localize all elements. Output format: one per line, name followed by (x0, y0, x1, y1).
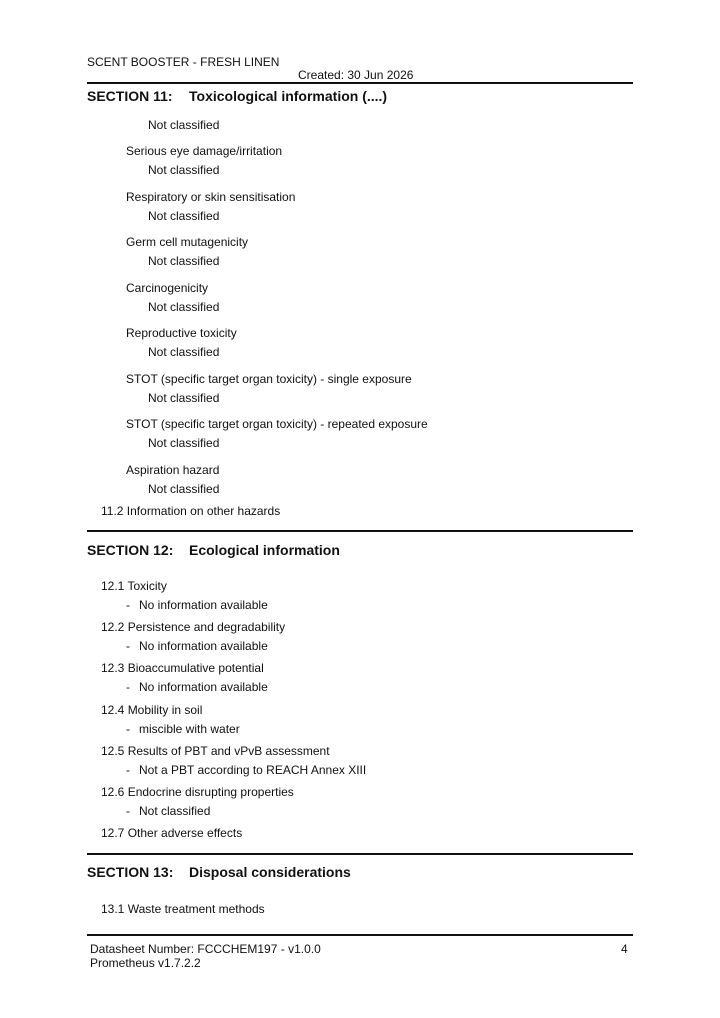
header-created-date: Created: 30 Jun 2026 (298, 68, 414, 82)
section-13-heading (87, 864, 351, 880)
tox-item-label: Serious eye damage/irritation (126, 144, 283, 158)
subsection-12-7-label: 12.7 Other adverse effects (101, 826, 243, 840)
tox-item-label: Germ cell mutagenicity (126, 235, 249, 249)
tox-item-value: Not classified (148, 436, 220, 450)
eco-bullet: - No information available (126, 598, 268, 612)
footer-software-version: Prometheus v1.7.2.2 (90, 956, 201, 970)
tox-item-label: Reproductive toxicity (126, 326, 237, 340)
tox-item-label: STOT (specific target organ toxicity) - repeated exposure (126, 417, 428, 431)
section-11-lead-value: Not classified (148, 118, 220, 132)
section-13-divider (87, 853, 633, 855)
eco-bullet-text: Not a PBT according to REACH Annex XIII (139, 763, 367, 777)
tox-item-value: Not classified (148, 300, 220, 314)
tox-item-value: Not classified (148, 391, 220, 405)
tox-item-label: Respiratory or skin sensitisation (126, 190, 296, 204)
section-13-title: Disposal considerations (189, 864, 351, 880)
tox-item-value: Not classified (148, 482, 220, 496)
section-13-number: SECTION 13: (87, 864, 174, 880)
section-12-heading (87, 542, 340, 558)
eco-subsection-label: 12.6 Endocrine disrupting properties (101, 785, 294, 799)
tox-item-value: Not classified (148, 254, 220, 268)
eco-bullet: - Not a PBT according to REACH Annex XIII (126, 763, 367, 777)
eco-subsection-label: 12.2 Persistence and degradability (101, 620, 286, 634)
header-product-name: SCENT BOOSTER - FRESH LINEN (87, 55, 280, 69)
section-11-title: Toxicological information (....) (189, 88, 388, 104)
eco-bullet: - Not classified (126, 804, 211, 818)
subsection-13-1-label: 13.1 Waste treatment methods (101, 902, 265, 916)
subsection-11-2-label: 11.2 Information on other hazards (101, 504, 281, 518)
eco-bullet-text: No information available (139, 680, 268, 694)
eco-bullet-text: Not classified (139, 804, 211, 818)
section-11-number: SECTION 11: (87, 88, 173, 104)
tox-item-value: Not classified (148, 209, 220, 223)
eco-bullet: - No information available (126, 639, 268, 653)
footer-datasheet-number: Datasheet Number: FCCCHEM197 - v1.0.0 (90, 942, 321, 956)
tox-item-label: Carcinogenicity (126, 281, 209, 295)
tox-item-value: Not classified (148, 345, 220, 359)
eco-subsection-label: 12.4 Mobility in soil (101, 703, 203, 717)
eco-bullet: - miscible with water (126, 722, 240, 736)
section-12-number: SECTION 12: (87, 542, 174, 558)
eco-subsection-label: 12.5 Results of PBT and vPvB assessment (101, 744, 330, 758)
section-11-heading (87, 88, 387, 104)
header-divider (87, 82, 633, 84)
section-12-title: Ecological information (189, 542, 340, 558)
eco-bullet: - No information available (126, 680, 268, 694)
tox-item-label: STOT (specific target organ toxicity) - single exposure (126, 372, 412, 386)
eco-subsection-label: 12.3 Bioaccumulative potential (101, 661, 264, 675)
tox-item-value: Not classified (148, 163, 220, 177)
eco-bullet-text: No information available (139, 598, 268, 612)
eco-subsection-label: 12.1 Toxicity (101, 579, 167, 593)
section-12-divider (87, 530, 633, 532)
page-number: 4 (621, 942, 628, 956)
eco-bullet-text: miscible with water (139, 722, 240, 736)
tox-item-label: Aspiration hazard (126, 463, 220, 477)
footer-divider (87, 934, 633, 936)
eco-bullet-text: No information available (139, 639, 268, 653)
